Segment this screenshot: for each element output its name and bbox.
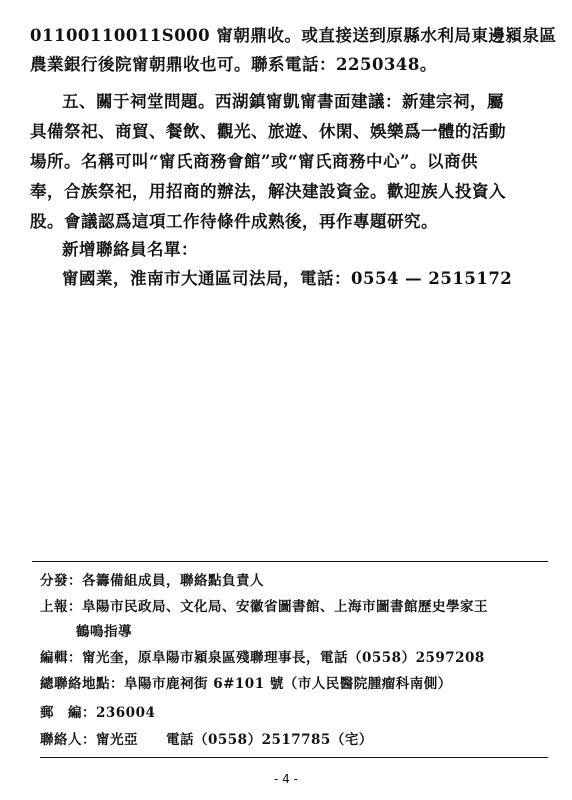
footer-postcode: 郵 編：236004 (40, 705, 156, 721)
body-line-5: 場所。名稱可叫“甯氏商務會館”或“甯氏商務中心”。以商供 (30, 152, 478, 171)
page-number: - 4 - (274, 772, 298, 786)
footer-top-rule (32, 561, 548, 562)
body-line-6: 奉，合族祭祀，用招商的辦法，解決建設資金。歡迎族人投資入 (30, 182, 506, 201)
body-line-7: 股。會議認爲這項工作待條件成熟後，再作專題研究。 (30, 212, 438, 231)
body-line-1: 01100110011S000 甯朝鼎收。或直接送到原縣水利局東邊潁泉區 (30, 26, 557, 45)
footer-report-to-cont: 鶴鳴指導 (76, 624, 132, 640)
footer-bottom-rule (40, 757, 548, 758)
footer-contact: 聯絡人：甯光亞 電話（0558）2517785（宅） (40, 732, 373, 748)
body-line-3: 五、關于祠堂問題。西湖鎮甯凱甯書面建議：新建宗祠，屬 (62, 92, 504, 111)
body-line-4: 具備祭祀、商貿、餐飲、觀光、旅遊、休閑、娛樂爲一體的活動 (30, 122, 506, 141)
body-line-9: 甯國業，淮南市大通區司法局，電話：0554 — 2515172 (62, 269, 513, 288)
footer-editor: 編輯：甯光奎，原阜陽市潁泉區殘聯理事長，電話（0558）2597208 (40, 650, 485, 666)
footer-address: 總聯絡地點：阜陽市鹿祠街 6#101 號（市人民醫院腫瘤科南側） (40, 676, 452, 692)
footer-distribution: 分發：各籌備組成員，聯絡點負責人 (40, 573, 264, 589)
body-line-8: 新增聯絡員名單： (62, 240, 198, 259)
body-line-2: 農業銀行後院甯朝鼎收也可。聯系電話：2250348。 (30, 55, 437, 74)
footer-report-to: 上報：阜陽市民政局、文化局、安徽省圖書館、上海市圖書館歷史學家王 (40, 599, 488, 615)
